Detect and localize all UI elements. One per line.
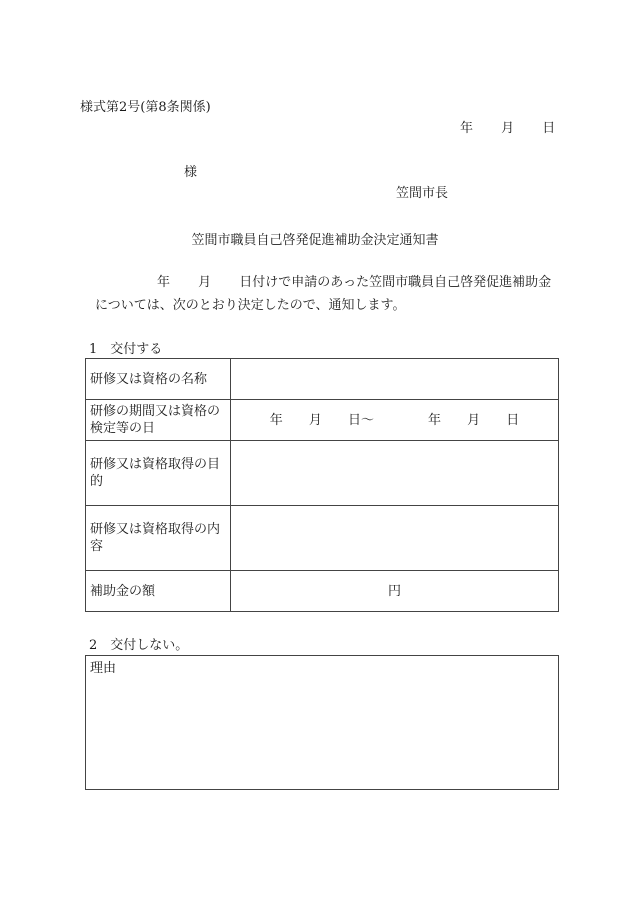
reason-label: 理由	[90, 661, 117, 676]
section-1-heading: 1 交付する	[89, 342, 163, 357]
body-line-2: については、次のとおり決定したので、通知します。	[95, 298, 406, 313]
table-row	[86, 400, 559, 441]
body-date: 年 月 日付けで	[157, 275, 292, 290]
name-value	[231, 359, 559, 400]
table-row	[86, 506, 559, 571]
period-label: 研修の期間又は資格の検定等の日	[86, 400, 231, 441]
form-number: 様式第2号(第8条関係)	[80, 100, 211, 115]
date-line: 年 月 日	[460, 121, 556, 136]
table-row	[86, 571, 559, 612]
amount-value: 円	[231, 571, 559, 612]
content-value	[231, 506, 559, 571]
purpose-value	[231, 441, 559, 506]
issuer: 笠間市長	[396, 186, 449, 201]
period-value	[231, 400, 559, 441]
amount-label: 補助金の額	[86, 571, 231, 612]
table-row	[86, 359, 559, 400]
section-2-heading: 2 交付しない。	[89, 638, 189, 653]
reason-box	[85, 655, 559, 790]
body-line-1	[157, 276, 551, 289]
document-title: 笠間市職員自己啓発促進補助金決定通知書	[191, 233, 439, 248]
purpose-label: 研修又は資格取得の目的	[86, 441, 231, 506]
content-label: 研修又は資格取得の内容	[86, 506, 231, 571]
period-end: 年 月 日	[428, 412, 520, 428]
name-label: 研修又は資格の名称	[86, 359, 231, 400]
table-row	[86, 441, 559, 506]
addressee: 様	[184, 165, 198, 180]
period-start: 年 月 日～	[269, 412, 374, 428]
body-line-1-text: 申請のあった笠間市職員自己啓発促進補助金	[291, 275, 552, 290]
grant-table	[85, 358, 559, 612]
